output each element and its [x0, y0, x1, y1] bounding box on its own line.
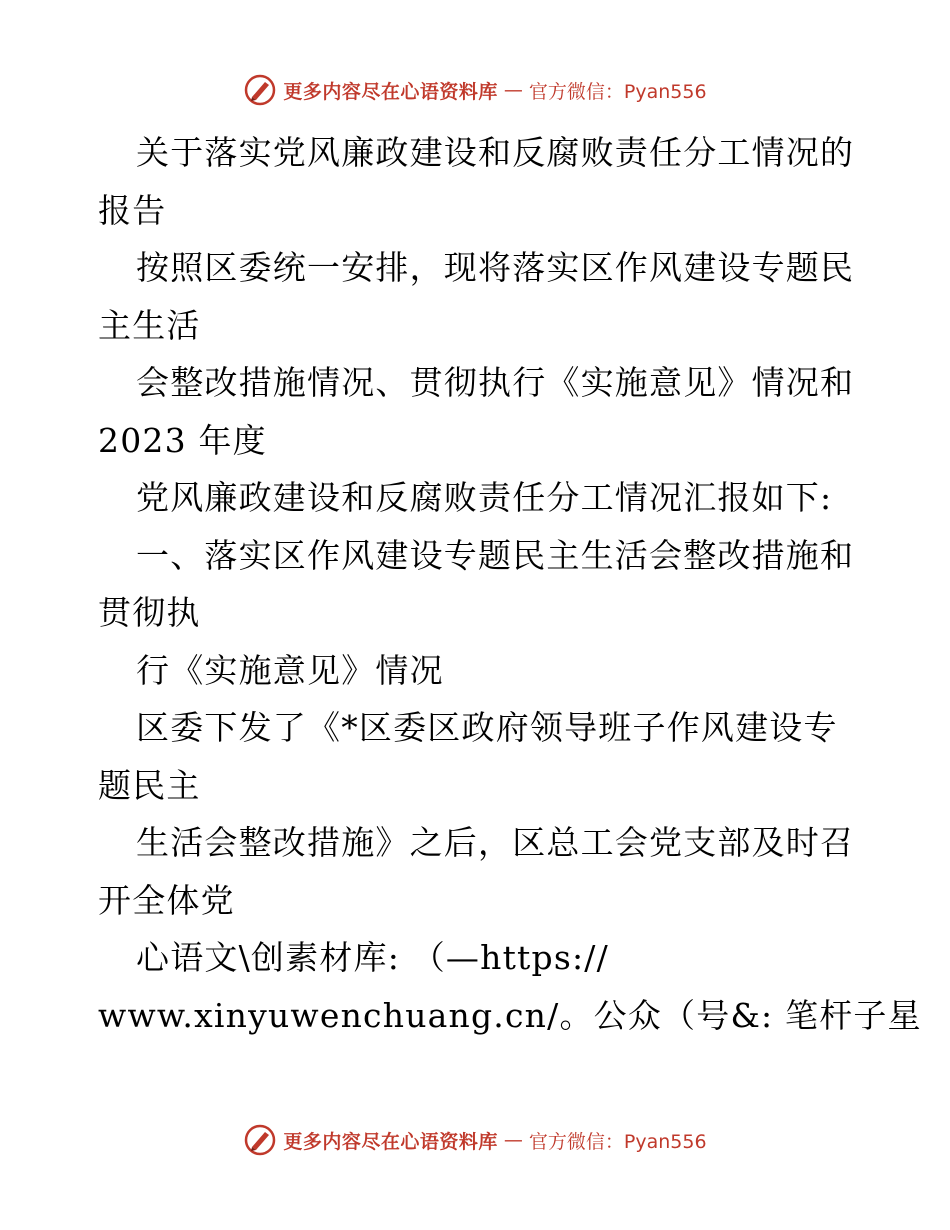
banner-text: 更多内容尽在心语资料库	[283, 1130, 498, 1153]
banner-text: 更多内容尽在心语资料库	[283, 80, 498, 103]
banner-separator: —	[503, 79, 523, 101]
text-line: 党风廉政建设和反腐败责任分工情况汇报如下:	[136, 478, 833, 517]
text-line: 按照区委统一安排，现将落实区作风建设专题民	[136, 248, 855, 287]
text-line: 行《实施意见》情况	[136, 650, 444, 690]
text-line: 贯彻执	[98, 593, 201, 632]
pen-logo-icon	[243, 73, 277, 107]
text-line: 会整改措施情况、贯彻执行《实施意见》情况和	[136, 363, 855, 402]
footer-banner	[0, 1120, 950, 1160]
text-line: 主生活	[98, 305, 201, 345]
banner-wechat: 官方微信：Pyan556	[528, 1130, 707, 1153]
text-line: 开全体党	[98, 880, 235, 920]
header-banner	[0, 70, 950, 110]
text-line: 关于落实党风廉政建设和反腐败责任分工情况的	[136, 133, 855, 172]
text-line: 生活会整改措施》之后，区总工会党支部及时召	[136, 823, 855, 862]
text-line: 2023 年度	[98, 420, 267, 460]
banner-separator: —	[503, 1129, 523, 1151]
text-line: 题民主	[98, 765, 201, 805]
text-line: 报告	[98, 190, 167, 230]
document-body	[98, 124, 922, 1044]
pen-logo-icon	[243, 1123, 277, 1157]
banner-wechat: 官方微信：Pyan556	[528, 80, 707, 103]
text-line: 一、落实区作风建设专题民主生活会整改措施和	[136, 535, 855, 575]
text-line: 心语文\创素材库: （—https://	[136, 938, 609, 977]
text-line: www.xinyuwenchuang.cn/。公众（号&: 笔杆子星	[98, 995, 922, 1035]
text-line: 区委下发了《*区委区政府领导班子作风建设专	[136, 708, 838, 747]
